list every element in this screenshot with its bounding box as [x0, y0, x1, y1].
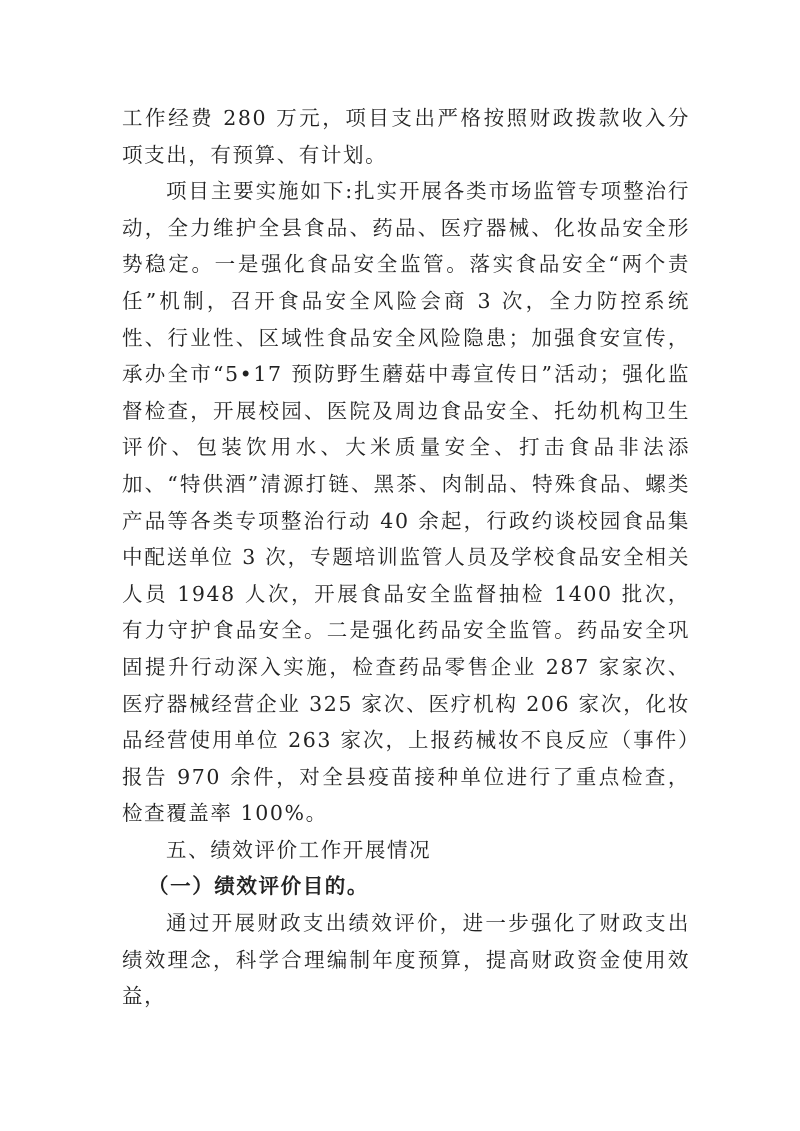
- paragraph-evaluation-purpose: 通过开展财政支出绩效评价，进一步强化了财政支出绩效理念，科学合理编制年度预算，提高财政资金使用效益，: [122, 911, 690, 1009]
- section-heading: 五、绩效评价工作开展情况: [166, 837, 432, 862]
- document-body: [122, 100, 690, 1015]
- subsection-heading: （一）绩效评价目的。: [148, 874, 369, 899]
- paragraph-implementation: 项目主要实施如下:扎实开展各类市场监管专项整治行动，全力维护全县食品、药品、医疗器械、化妆品安全形势稳定。一是强化食品安全监管。落实食品安全“两个责任”机制，召开食品安全风险会商 3 次，全力防控系统性、行业性、区域性食品安全风险隐患；加强食安宣传，承办全市“5•17 预防野生蘑菇中毒宣传日”活动；强化监督检查，开展校园、医院及周边食品安全、托幼机构卫生评价、包装饮用水、大米质量安全、打击食品非法添加、“特供酒”清源打链、黑茶、肉制品、特殊食品、螺类产品等各类专项整治行动 40 余起，行政约谈校园食品集中配送单位 3 次，专题培训监管人员及学校食品安全相关人员 1948 人次，开展食品安全监督抽检 1400 批次，有力守护食品安全。二是强化药品安全监管。药品安全巩固提升行动深入实施，检查药品零售企业 287 家家次、医疗器械经营企业 325 家次、医疗机构 206 家次，化妆品经营使用单位 263 家次，上报药械妆不良反应（事件）报告 970 余件，对全县疫苗接种单位进行了重点检查，检查覆盖率 100%。: [122, 179, 690, 826]
- paragraph-budget-note: 工作经费 280 万元，项目支出严格按照财政拨款收入分项支出，有预算、有计划。: [122, 106, 690, 167]
